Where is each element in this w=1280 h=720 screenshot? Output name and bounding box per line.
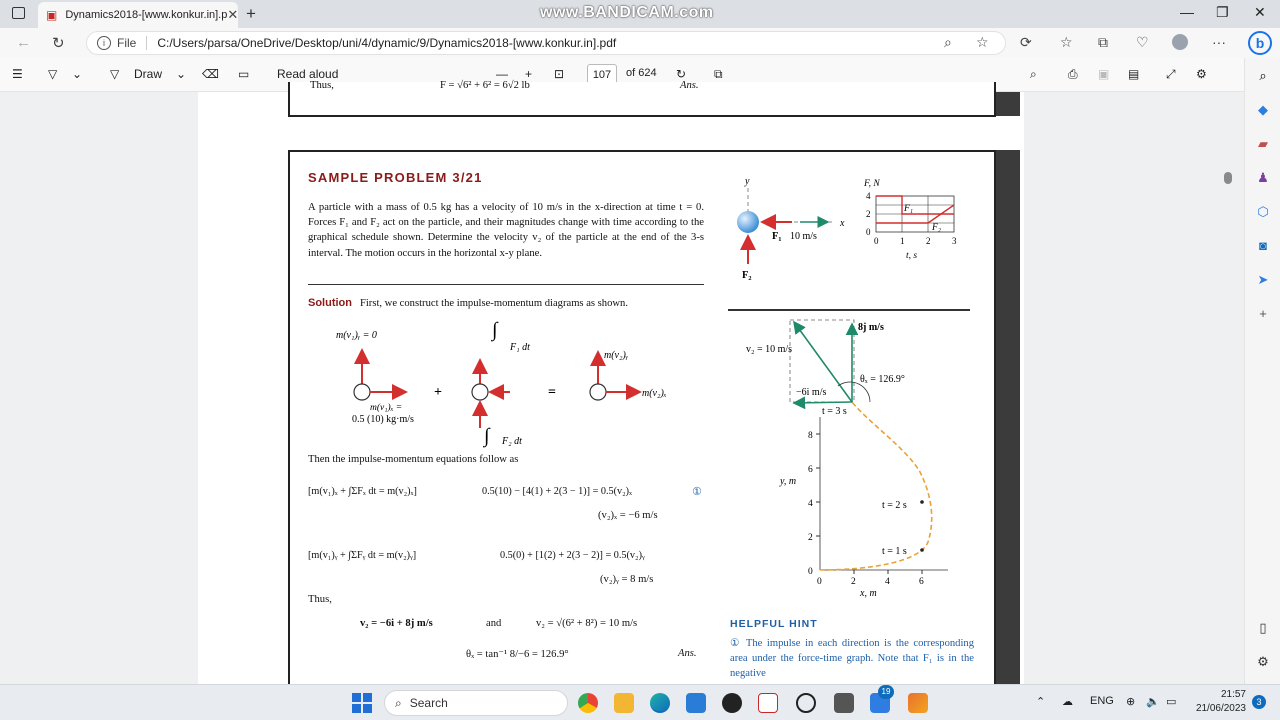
notification-badge[interactable]: 3 [1252, 695, 1266, 709]
chrome-icon[interactable] [578, 693, 598, 713]
y-tick: 8 [808, 431, 813, 441]
mv1y-label: m(v₁)ᵧ = 0 [336, 330, 377, 341]
clock[interactable] [1190, 688, 1246, 716]
address-input[interactable] [86, 31, 1006, 55]
sidebar-settings-icon[interactable]: ⚙ [1257, 654, 1269, 669]
edge-icon[interactable] [650, 693, 670, 713]
settings-gear-icon[interactable]: ⚙ [1196, 67, 1207, 81]
app-icon[interactable] [722, 693, 742, 713]
matlab-icon[interactable] [908, 693, 928, 713]
f2-label: F₂ [742, 270, 752, 281]
pdf-viewer[interactable] [0, 80, 1244, 684]
start-button[interactable] [352, 693, 372, 713]
x-tick: 6 [919, 577, 924, 587]
then-text: Then the impulse-momentum equations follow as [308, 454, 519, 465]
file-label: File [117, 36, 147, 50]
x-axis-label: x [840, 218, 845, 229]
path-xlabel: x, m [860, 588, 877, 599]
x-tick: 1 [900, 236, 905, 246]
vscode-icon[interactable] [686, 693, 706, 713]
y-tick: 4 [866, 191, 871, 201]
address-bar-row [0, 28, 1280, 58]
zoom-out-icon[interactable]: — [496, 67, 508, 81]
integral-sign: ∫ [484, 425, 490, 447]
problem-statement: A particle with a mass of 0.5 kg has a velocity of 10 m/s in the x-direction at time t = 0. Forces F₁ and F₂ act on the particle, and their magnitudes change with time according to the graphical schedule shown. Determine the velocity v₂ of the particle at the end of the 3-s interval. The motion occurs in the horizontal x-y plane. [308, 202, 704, 259]
graph-xlabel: t, s [906, 251, 918, 261]
and-text: and [486, 618, 502, 629]
page-edge-bar [996, 150, 1020, 684]
zoom-icon[interactable]: ⌕ [944, 34, 952, 50]
particle-icon [590, 384, 606, 400]
y-tick: 6 [808, 465, 813, 475]
previous-problem-box [288, 82, 996, 117]
chevron-down-icon[interactable]: ⌄ [176, 67, 187, 81]
particle-icon [354, 384, 370, 400]
chevron-down-icon[interactable]: ⌄ [72, 67, 83, 81]
hide-sidebar-icon[interactable]: ▯ [1259, 620, 1267, 635]
favorite-star-icon[interactable]: ☆ [976, 34, 989, 50]
draw-icon[interactable]: ▽ [110, 67, 120, 81]
graph-ylabel: F, N [864, 179, 880, 189]
media-icon[interactable] [796, 693, 816, 713]
profile-avatar[interactable] [1172, 34, 1188, 50]
close-window-button[interactable]: ✕ [1254, 4, 1266, 20]
y-tick: 0 [866, 227, 871, 237]
solution-paragraph [308, 296, 704, 311]
shopping-icon[interactable]: ◆ [1258, 102, 1268, 117]
prev-thus: Thus, [310, 80, 334, 91]
tools-icon[interactable]: ▰ [1258, 136, 1268, 151]
pdf-page [198, 80, 1024, 684]
sample-problem-box [288, 150, 996, 690]
back-icon[interactable]: ← [16, 34, 31, 51]
ans-label: Ans. [678, 648, 697, 659]
final-theta: θₓ = tan⁻¹ 8/−6 = 126.9° [466, 649, 569, 660]
y-tick: 0 [808, 567, 813, 577]
divider [308, 284, 704, 285]
text-box-icon[interactable]: ▭ [238, 67, 250, 81]
velocity-path-figure [730, 312, 970, 602]
search-icon[interactable]: ⌕ [1259, 68, 1267, 83]
new-tab-button[interactable]: + [246, 4, 256, 23]
final-v2: v₂ = −6i + 8j m/s [360, 618, 433, 629]
graph-f1-label: F₁ [904, 204, 914, 214]
address-path: C:/Users/parsa/OneDrive/Desktop/uni/4/dynamic/9/Dynamics2018-[www.konkur.in].pdf [157, 36, 617, 50]
close-tab-icon[interactable]: ✕ [227, 7, 239, 22]
int-f2-label: F₂ dt [502, 436, 522, 447]
more-menu-icon[interactable]: ··· [1212, 34, 1226, 50]
eq2-right: 0.5(0) + [1(2) + 2(3 − 2)] = 0.5(v₂)ᵧ [500, 550, 645, 561]
mv2x-label: m(v₂)ₓ [642, 388, 667, 399]
eraser-icon[interactable]: ⌫ [202, 67, 219, 81]
vector-8j-label: 8j m/s [858, 322, 884, 333]
force-time-graph [866, 191, 957, 261]
fullscreen-icon[interactable]: ⤢ [1166, 67, 1176, 81]
collections-icon[interactable]: ⧉ [1098, 34, 1108, 50]
title-bar [0, 0, 1280, 28]
network-icon[interactable]: ☁ [1062, 696, 1073, 708]
particle-ball [737, 211, 759, 233]
send-icon[interactable]: ➤ [1257, 272, 1269, 287]
file-explorer-icon[interactable] [614, 693, 634, 713]
language-indicator[interactable]: ENG [1090, 695, 1114, 707]
scroll-thumb[interactable] [1224, 172, 1232, 184]
hint-title: HELPFUL HINT [730, 618, 818, 630]
y-axis-label: y [745, 176, 750, 187]
tab-title: Dynamics2018-[www.konkur.in].p [65, 9, 228, 21]
fit-page-icon[interactable]: ⊡ [554, 67, 565, 81]
clock-time: 21:57 [1220, 689, 1246, 700]
browser-tab[interactable] [38, 2, 238, 28]
highlight-icon[interactable]: ▽ [48, 67, 58, 81]
hint-marker[interactable]: ① [692, 486, 702, 498]
minimize-button[interactable]: — [1180, 4, 1194, 20]
eq2-result: (v₂)ᵧ = 8 m/s [600, 574, 654, 585]
final-magnitude: v₂ = √(6² + 8²) = 10 m/s [536, 618, 638, 629]
clock-date: 21/06/2023 [1195, 703, 1246, 714]
eq1-left: [m(v₁)ₓ + ∫ΣFₓ dt = m(v₂)ₓ] [308, 486, 417, 497]
x-tick: 2 [926, 236, 931, 246]
x-tick: 0 [817, 577, 822, 587]
mv1x-label: m(v₁)ₓ = [370, 403, 403, 413]
integral-sign: ∫ [492, 319, 498, 341]
info-icon[interactable]: i [97, 36, 111, 50]
figure-divider [728, 309, 970, 311]
games-icon[interactable]: ♟ [1257, 170, 1269, 185]
calculator-icon[interactable] [834, 693, 854, 713]
mail-icon[interactable] [870, 687, 891, 713]
mail-badge: 19 [878, 685, 894, 699]
save-as-icon[interactable]: ▤ [1128, 67, 1140, 81]
refresh-icon[interactable]: ↻ [52, 35, 65, 52]
volume-icon[interactable]: 🔈 [1146, 696, 1160, 708]
t3-label: t = 3 s [822, 406, 847, 417]
save-icon[interactable]: ▣ [1098, 67, 1110, 81]
prev-ans: Ans. [680, 80, 699, 91]
page-number-input[interactable]: 107 [587, 64, 617, 86]
theta-label: θₓ = 126.9° [860, 374, 905, 385]
hint-text: ① The impulse in each direction is the corresponding area under the force-time graph. Note that F₁ is in the negative [730, 638, 974, 679]
vector-v2-label: v₂ = 10 m/s [746, 344, 793, 355]
pdf-icon: ▣ [46, 8, 58, 22]
contents-icon[interactable]: ☰ [12, 67, 23, 81]
t2-label: t = 2 s [882, 500, 907, 511]
y-tick: 2 [808, 533, 813, 543]
browser-essentials-icon[interactable]: ♡ [1136, 34, 1149, 50]
int-f1-label: F₁ dt [510, 342, 530, 353]
eq2-left: [m(v₁)ᵧ + ∫ΣFᵧ dt = m(v₂)ᵧ] [308, 550, 417, 561]
t1-label: t = 1 s [882, 546, 907, 557]
search-icon: ⌕ [395, 695, 402, 710]
page-edge-bar [996, 92, 1020, 116]
page-view-icon[interactable]: ⧉ [714, 67, 723, 81]
velocity-label: 10 m/s [790, 231, 817, 242]
bing-copilot-icon[interactable]: b [1248, 31, 1272, 55]
force-figure [728, 172, 978, 308]
chevron-up-icon[interactable]: ⌃ [1036, 696, 1046, 708]
particle-path-plot [779, 402, 948, 599]
x-tick: 4 [885, 577, 890, 587]
graph-f2-label: F₂ [932, 223, 942, 233]
prev-formula: F = √6² + 6² = 6√2 lb [440, 80, 530, 91]
battery-icon[interactable]: ▭ [1166, 696, 1177, 708]
search-icon[interactable]: ⌕ [1030, 67, 1037, 81]
taskbar-search[interactable] [384, 690, 568, 716]
particle-icon [472, 384, 488, 400]
impulse-momentum-diagram [330, 319, 710, 452]
tab-actions-icon[interactable] [12, 7, 25, 19]
office-icon[interactable]: ⬡ [1257, 204, 1269, 219]
f1-label: F₁ [772, 231, 782, 242]
x-tick: 2 [851, 577, 856, 587]
plus-sign: + [434, 385, 442, 400]
zoom-in-icon[interactable]: + [525, 67, 533, 81]
y-tick: 4 [808, 499, 813, 509]
maximize-button[interactable]: ❐ [1216, 4, 1229, 20]
outlook-icon[interactable]: ◙ [1259, 238, 1267, 253]
recording-watermark: www.BANDICAM.com [540, 4, 714, 21]
eq1-right: 0.5(10) − [4(1) + 2(3 − 1)] = 0.5(v₂)ₓ [482, 486, 633, 497]
globe-icon[interactable]: ⊕ [1126, 696, 1136, 708]
search-label: Search [409, 696, 448, 710]
path-ylabel: y, m [780, 476, 797, 487]
rotate-icon[interactable]: ↻ [676, 67, 687, 81]
problem-title: SAMPLE PROBLEM 3/21 [308, 170, 483, 185]
page-total: of 624 [626, 67, 657, 79]
equals-sign: = [548, 385, 556, 400]
mv2y-label: m(v₂)ᵧ [604, 350, 629, 361]
draw-button[interactable]: Draw [134, 67, 163, 81]
solution-text: First, we construct the impulse-momentum diagrams as shown. [359, 298, 628, 309]
recorder-icon[interactable] [758, 693, 778, 713]
x-tick: 0 [874, 236, 879, 246]
thus-text: Thus, [308, 594, 332, 605]
x-tick: 3 [952, 236, 957, 246]
edge-sidebar [1244, 58, 1280, 684]
add-app-icon[interactable]: + [1259, 306, 1267, 321]
vertical-scrollbar[interactable] [1222, 92, 1234, 684]
taskbar [0, 684, 1280, 720]
vector-6i-label: −6i m/s [796, 387, 827, 398]
print-icon[interactable]: ⎙ [1068, 67, 1078, 81]
read-aloud-button[interactable]: Read aloud [277, 67, 339, 81]
favorites-icon[interactable]: ☆ [1060, 34, 1073, 50]
mv1x-value: 0.5 (10) kg·m/s [352, 414, 414, 425]
eq1-result: (v₂)ₓ = −6 m/s [598, 510, 658, 521]
y-tick: 2 [866, 209, 871, 219]
extensions-icon[interactable]: ⟳ [1020, 34, 1032, 50]
solution-label: Solution [308, 297, 352, 309]
